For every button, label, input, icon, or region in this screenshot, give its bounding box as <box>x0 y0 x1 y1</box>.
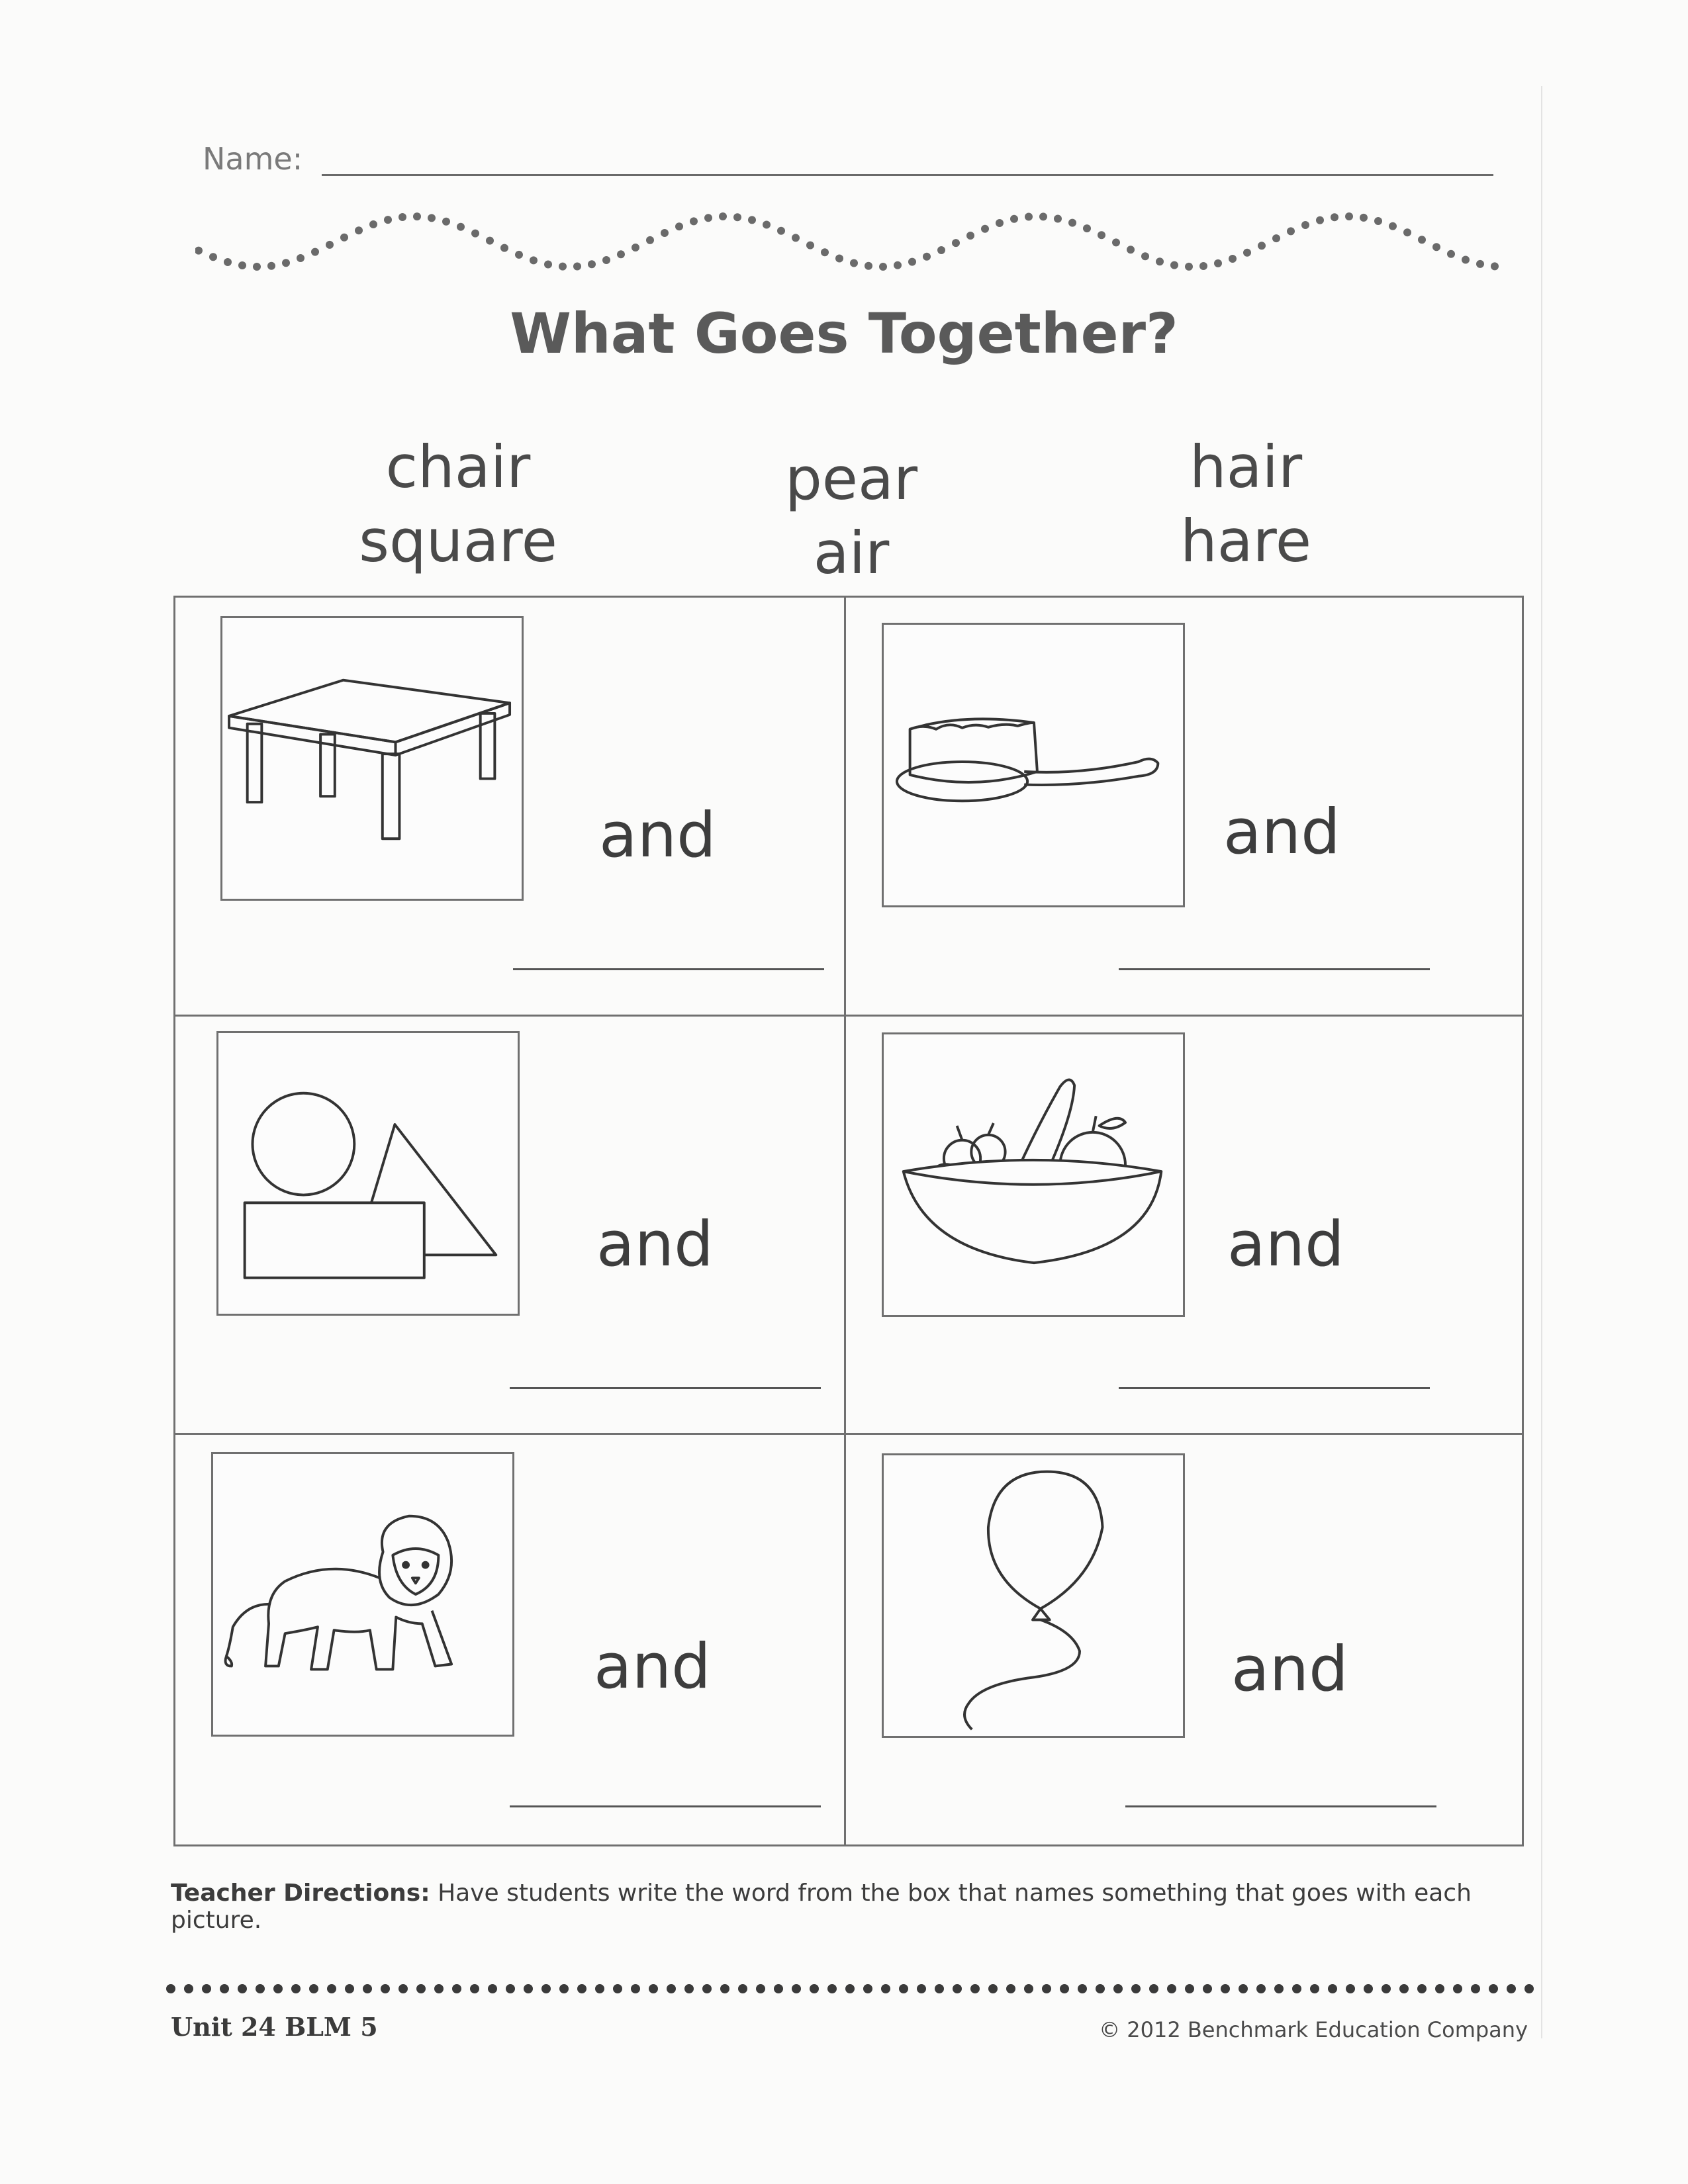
wave-dot <box>763 221 771 229</box>
divider-dot <box>1096 1984 1105 1993</box>
wave-dot <box>428 214 436 222</box>
wave-dot <box>661 229 669 237</box>
divider-dot <box>1453 1984 1462 1993</box>
wave-dot <box>1229 255 1237 263</box>
wave-dot <box>1054 215 1062 223</box>
divider-dot <box>416 1984 426 1993</box>
divider-dot <box>1060 1984 1069 1993</box>
divider-dot <box>649 1984 658 1993</box>
wave-dot <box>1243 249 1251 257</box>
wave-dot <box>544 261 552 269</box>
divider-dot <box>238 1984 247 1993</box>
dotted-wave-border <box>195 199 1506 285</box>
grid-cell-pan <box>846 598 1524 1015</box>
wave-dot <box>1389 222 1397 230</box>
divider-dot <box>1417 1984 1427 1993</box>
copyright: © 2012 Benchmark Education Company <box>1099 2017 1528 2042</box>
answer-line[interactable] <box>1119 1387 1430 1389</box>
wave-dot <box>835 255 843 263</box>
word-air: air <box>813 519 890 587</box>
wave-dot <box>1476 260 1484 268</box>
wave-dot <box>1214 259 1222 267</box>
divider-dot <box>631 1984 640 1993</box>
wave-dot <box>1098 231 1105 239</box>
divider-dot <box>1399 1984 1409 1993</box>
divider-dot <box>774 1984 783 1993</box>
wave-dot <box>457 223 465 231</box>
wave-dot <box>675 222 683 230</box>
divider-dot <box>953 1984 962 1993</box>
wave-dot <box>530 256 538 264</box>
divider-dot <box>738 1984 747 1993</box>
divider-dot <box>702 1984 712 1993</box>
wave-dot <box>602 256 610 264</box>
wave-dot <box>399 213 406 221</box>
and-label: and <box>1231 1633 1348 1706</box>
divider-dot <box>1274 1984 1284 1993</box>
wave-dot <box>1301 221 1309 229</box>
wave-dot <box>879 263 887 271</box>
divider-dot <box>667 1984 676 1993</box>
wave-dot <box>195 247 203 255</box>
divider-dot <box>613 1984 622 1993</box>
answer-line[interactable] <box>510 1387 821 1389</box>
shapes-icon <box>216 1031 520 1316</box>
divider-dot <box>1382 1984 1391 1993</box>
wave-dot <box>573 263 581 271</box>
divider-dot <box>792 1984 801 1993</box>
wave-dot <box>486 237 494 245</box>
divider-dot <box>1292 1984 1301 1993</box>
grid-cell-fruit-bowl <box>846 1017 1524 1433</box>
grid-cell-lion <box>175 1435 844 1846</box>
divider-dot <box>434 1984 444 1993</box>
divider-dot <box>452 1984 461 1993</box>
divider-dot <box>1006 1984 1015 1993</box>
wave-dot <box>1112 238 1120 246</box>
divider-dot <box>381 1984 390 1993</box>
divider-dot <box>291 1984 301 1993</box>
divider-dot <box>1167 1984 1176 1993</box>
wave-dot <box>442 218 450 226</box>
answer-line[interactable] <box>513 968 824 970</box>
divider-dot <box>1346 1984 1355 1993</box>
wave-dot <box>821 248 829 256</box>
grid-cell-shapes <box>175 1017 844 1433</box>
divider-dot <box>559 1984 569 1993</box>
word-square: square <box>359 507 557 575</box>
wave-dot <box>1491 262 1499 270</box>
and-label: and <box>599 799 716 872</box>
wave-dot <box>981 225 989 233</box>
divider-dot <box>899 1984 908 1993</box>
and-label: and <box>1223 796 1340 868</box>
wave-dot <box>1025 213 1033 221</box>
wave-dot <box>297 254 305 262</box>
wave-dot <box>1418 236 1426 244</box>
wave-dot <box>515 251 523 259</box>
word-hare: hare <box>1180 507 1312 575</box>
divider-dot <box>1471 1984 1480 1993</box>
grid-cell-table <box>175 598 844 1015</box>
wave-dot <box>996 219 1004 227</box>
divider-dot <box>220 1984 229 1993</box>
directions-label: Teacher Directions: <box>171 1880 430 1907</box>
picture-grid <box>173 596 1524 1846</box>
divider-dot <box>917 1984 926 1993</box>
divider-dot <box>1203 1984 1212 1993</box>
divider-dot <box>970 1984 980 1993</box>
divider-dot <box>1221 1984 1230 1993</box>
divider-dot <box>506 1984 515 1993</box>
divider-dot <box>1328 1984 1337 1993</box>
wave-dot <box>1039 212 1047 220</box>
wave-dot <box>224 258 232 266</box>
wave-dot <box>588 260 596 268</box>
wave-dot <box>1331 213 1338 221</box>
word-chair: chair <box>385 433 531 501</box>
wave-dot <box>1185 263 1193 271</box>
divider-dot <box>488 1984 497 1993</box>
balloon-icon <box>882 1453 1185 1738</box>
word-pear: pear <box>784 445 918 513</box>
divider-dot <box>1524 1984 1534 1993</box>
divider-dot <box>684 1984 694 1993</box>
wave-dot <box>1170 261 1178 269</box>
grid-cell-balloon <box>846 1435 1524 1846</box>
wave-dot <box>282 259 290 267</box>
table-icon <box>220 616 524 901</box>
wave-dot <box>209 253 217 261</box>
wave-dot <box>617 250 625 258</box>
wave-dot <box>966 232 974 240</box>
divider-dot <box>1435 1984 1444 1993</box>
divider-dot <box>1024 1984 1033 1993</box>
divider-dot <box>470 1984 479 1993</box>
answer-line[interactable] <box>510 1805 821 1807</box>
lion-icon <box>211 1452 514 1737</box>
wave-dot <box>500 244 508 252</box>
and-label: and <box>596 1208 714 1281</box>
divider-dot <box>1113 1984 1123 1993</box>
wave-dot <box>1374 217 1382 225</box>
wave-dot <box>340 234 348 242</box>
wave-dot <box>646 236 654 244</box>
wave-dot <box>704 214 712 222</box>
wave-dot <box>1127 246 1135 253</box>
divider-dot <box>1489 1984 1498 1993</box>
divider-dot <box>256 1984 265 1993</box>
name-row <box>203 136 1493 182</box>
page-edge <box>1541 86 1542 2038</box>
wave-dot <box>748 216 756 224</box>
divider-dot <box>1185 1984 1194 1993</box>
divider-dot <box>845 1984 855 1993</box>
wave-dot <box>733 213 741 221</box>
wave-dot <box>937 246 945 254</box>
divider-dot <box>202 1984 211 1993</box>
wave-dot <box>1316 216 1324 224</box>
divider-dot <box>363 1984 372 1993</box>
word-box-column-2 <box>686 442 1017 590</box>
wave-dot <box>777 227 785 235</box>
wave-dot <box>894 261 902 269</box>
divider-dot <box>810 1984 819 1993</box>
divider-dot <box>881 1984 890 1993</box>
page-title: What Goes Together? <box>510 301 1178 366</box>
answer-line[interactable] <box>1119 968 1430 970</box>
teacher-directions <box>171 1880 1528 1934</box>
wave-dot <box>1258 242 1266 250</box>
wave-dot <box>355 226 363 234</box>
wave-dot <box>1199 262 1207 270</box>
word-box-column-1 <box>293 430 624 578</box>
wave-dot <box>1432 243 1440 251</box>
wave-dot <box>952 239 960 247</box>
wave-dot <box>238 261 246 269</box>
divider-dot <box>399 1984 408 1993</box>
wave-dot <box>1360 214 1368 222</box>
divider-dot <box>1149 1984 1158 1993</box>
divider-dot <box>1507 1984 1516 1993</box>
divider-dot <box>1239 1984 1248 1993</box>
divider-dot <box>345 1984 354 1993</box>
divider-dot <box>524 1984 533 1993</box>
divider-dot <box>988 1984 998 1993</box>
wave-dot <box>369 220 377 228</box>
name-label: Name: <box>203 141 303 177</box>
name-write-line[interactable] <box>322 174 1493 176</box>
wave-dot <box>923 253 931 261</box>
wave-dot <box>326 241 334 249</box>
wave-dot <box>632 244 639 251</box>
divider-dot <box>935 1984 944 1993</box>
divider-dot <box>1042 1984 1051 1993</box>
wave-dot <box>1345 212 1353 220</box>
and-label: and <box>1227 1208 1344 1281</box>
unit-label: Unit 24 BLM 5 <box>171 2012 378 2042</box>
divider-dot <box>1364 1984 1373 1993</box>
wave-dot <box>1287 227 1295 235</box>
divider-dot <box>166 1984 175 1993</box>
wave-dot <box>690 217 698 225</box>
divider-dot <box>1310 1984 1319 1993</box>
divider-dot <box>1131 1984 1141 1993</box>
fruit-bowl-icon <box>882 1032 1185 1317</box>
wave-dot <box>253 263 261 271</box>
divider-dot <box>720 1984 729 1993</box>
wave-dot <box>1447 250 1455 258</box>
divider-dot <box>1078 1984 1087 1993</box>
wave-dot <box>719 212 727 220</box>
wave-dot <box>850 259 858 267</box>
divider-dot <box>827 1984 837 1993</box>
wave-dot <box>384 216 392 224</box>
wave-dot <box>1083 224 1091 232</box>
divider-dot <box>595 1984 604 1993</box>
and-label: and <box>594 1631 711 1703</box>
divider-dot <box>309 1984 318 1993</box>
divider-dot <box>327 1984 336 1993</box>
wave-dot <box>1462 256 1470 264</box>
wave-dot <box>1272 234 1280 242</box>
word-box-column-3 <box>1080 430 1411 578</box>
wave-dot <box>1068 219 1076 227</box>
divider-dot <box>1256 1984 1266 1993</box>
pan-icon <box>882 623 1185 907</box>
divider-dot <box>577 1984 586 1993</box>
wave-dot <box>267 262 275 270</box>
wave-dot <box>865 262 872 270</box>
answer-line[interactable] <box>1125 1805 1436 1807</box>
wave-dot <box>1010 215 1018 223</box>
word-hair: hair <box>1189 433 1303 501</box>
divider-dot <box>184 1984 193 1993</box>
dotted-divider <box>165 1979 1536 1999</box>
wave-dot <box>413 212 421 220</box>
wave-dot <box>792 234 800 242</box>
wave-dot <box>806 242 814 250</box>
divider-dot <box>756 1984 765 1993</box>
wave-dot <box>471 230 479 238</box>
directions-text: Have students write the word from the box that names something that goes with each picture. <box>171 1880 1472 1934</box>
wave-dot <box>559 263 567 271</box>
divider-dot <box>273 1984 283 1993</box>
wave-dot <box>1403 228 1411 236</box>
wave-dot <box>311 248 319 256</box>
wave-dot <box>908 258 916 266</box>
wave-dot <box>1156 257 1164 265</box>
divider-dot <box>541 1984 551 1993</box>
wave-dot <box>1141 252 1149 260</box>
divider-dot <box>863 1984 872 1993</box>
